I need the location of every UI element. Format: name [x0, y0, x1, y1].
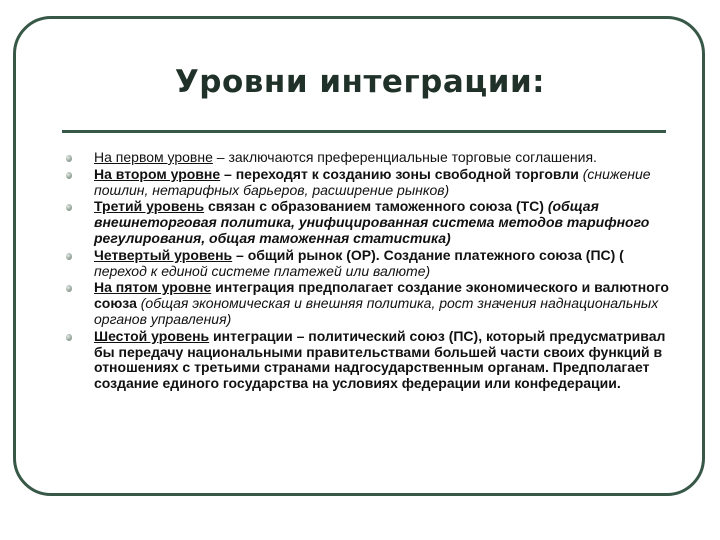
- list-item-level-4: [60, 248, 672, 280]
- item-text: интеграция предполагает создание экономического и валютного союза: [94, 279, 669, 312]
- item-note: (общая экономическая и внешняя политика, рост значения наднациональных органов управления): [94, 295, 659, 327]
- item-note: (снижение пошлин, нетарифных барьеров, расширение рынков): [94, 165, 651, 198]
- bullet-icon: [66, 285, 72, 292]
- item-lead: Шестой уровень: [94, 327, 210, 344]
- item-text: интеграции – политический союз (ПС), который предусматривал бы передачу национальными правительствами большей части своих функций в отношениях с третьими странами надгосударственным органам. Предполагает создание единого государства на условиях федерации или конфедерации.: [94, 327, 666, 392]
- bullet-icon: [66, 253, 72, 260]
- item-lead: Третий уровень: [94, 198, 205, 215]
- item-lead: На втором уровне: [94, 165, 221, 182]
- item-text: – общий рынок (ОР). Создание платежного союза (ПС) (: [232, 246, 624, 263]
- item-text: связан с образованием таможенного союза (ТС): [204, 198, 548, 215]
- bullet-icon: [66, 155, 72, 162]
- list-item-level-2: [60, 167, 672, 199]
- list-item-level-6: [60, 329, 672, 392]
- item-text: – переходят к созданию зоны свободной торговли: [220, 165, 583, 182]
- item-lead: На пятом уровне: [94, 279, 212, 296]
- bullet-icon: [66, 172, 72, 179]
- bullet-icon: [66, 334, 72, 341]
- slide-title: Уровни интеграции:: [174, 64, 546, 100]
- list-item-level-1: [60, 150, 672, 166]
- title-divider: [62, 130, 666, 133]
- item-lead: На первом уровне: [94, 149, 213, 165]
- list-item-level-3: [60, 199, 672, 246]
- list-item-level-5: [60, 280, 672, 327]
- item-lead: Четвертый уровень: [94, 246, 233, 263]
- item-note: (общая внешнеторговая политика, унифицированная система методов тарифного регулирования, общая таможенная статистика): [94, 198, 650, 246]
- item-note: переход к единой системе платежей или валюте): [94, 262, 431, 279]
- item-text: – заключаются преференциальные торговые соглашения.: [212, 149, 597, 165]
- levels-list: [60, 150, 672, 393]
- bullet-icon: [66, 204, 72, 211]
